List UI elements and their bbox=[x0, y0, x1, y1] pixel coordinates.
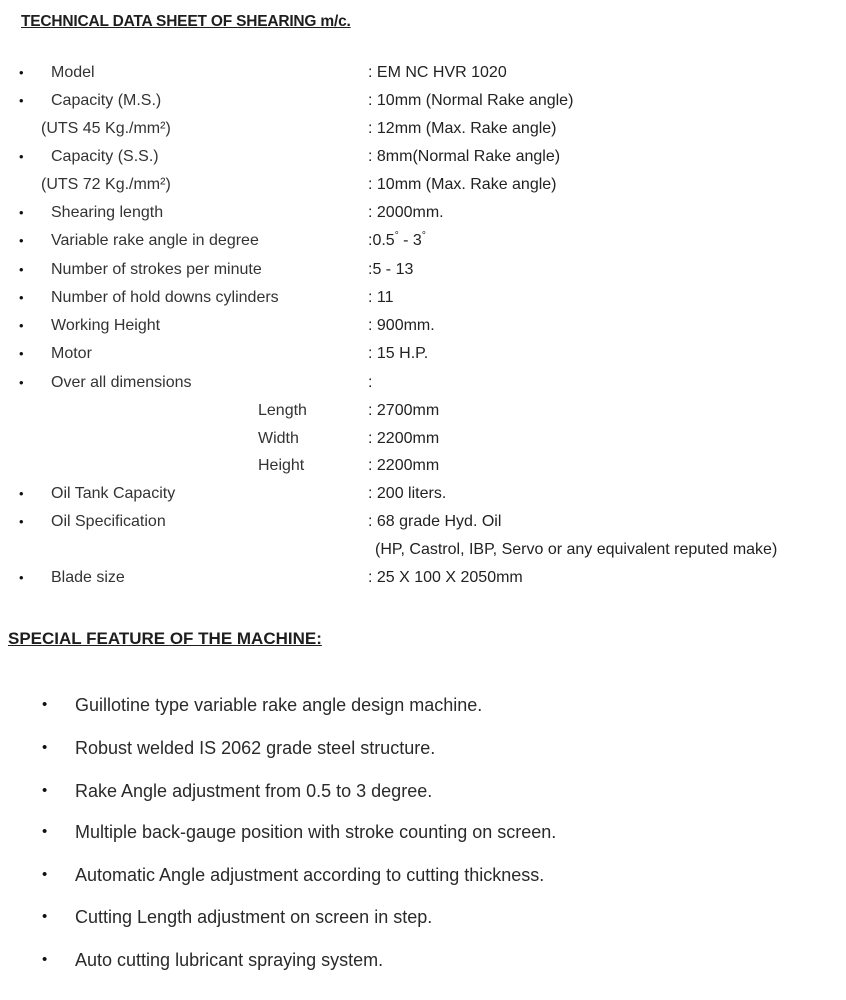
spec-label: Over all dimensions bbox=[51, 374, 192, 391]
bullet-icon: • bbox=[19, 262, 24, 277]
spec-label: Number of hold downs cylinders bbox=[51, 289, 279, 306]
spec-value: (HP, Castrol, IBP, Servo or any equivalent reputed make) bbox=[375, 541, 778, 558]
spec-label: Capacity (S.S.) bbox=[51, 148, 159, 165]
spec-label: Capacity (M.S.) bbox=[51, 92, 162, 109]
spec-label: Variable rake angle in degree bbox=[51, 232, 259, 249]
spec-value bbox=[368, 229, 426, 253]
bullet-icon: • bbox=[19, 346, 24, 361]
spec-label: Oil Specification bbox=[51, 513, 166, 530]
spec-label: (UTS 45 Kg./mm²) bbox=[41, 120, 171, 137]
spec-label: Blade size bbox=[51, 569, 125, 586]
spec-label: Motor bbox=[51, 345, 92, 362]
spec-value: : bbox=[368, 374, 373, 391]
feature-text: Auto cutting lubricant spraying system. bbox=[75, 950, 384, 970]
bullet-icon: • bbox=[42, 696, 48, 713]
bullet-icon: • bbox=[19, 93, 24, 108]
feature-text: Robust welded IS 2062 grade steel structure. bbox=[75, 738, 436, 758]
spec-value: :5 - 13 bbox=[368, 261, 414, 278]
spec-value: : 2000mm. bbox=[368, 204, 444, 221]
spec-value: : 10mm (Max. Rake angle) bbox=[368, 176, 557, 193]
spec-label: Model bbox=[51, 64, 95, 81]
bullet-icon: • bbox=[42, 782, 48, 799]
bullet-icon: • bbox=[19, 514, 24, 529]
spec-label: Working Height bbox=[51, 317, 161, 334]
feature-text: Rake Angle adjustment from 0.5 to 3 degree. bbox=[75, 781, 433, 801]
spec-value: : 2700mm bbox=[368, 402, 440, 419]
spec-value: : 68 grade Hyd. Oil bbox=[368, 513, 502, 530]
feature-text: Multiple back-gauge position with stroke counting on screen. bbox=[75, 822, 557, 842]
spec-label: Width bbox=[258, 430, 299, 447]
spec-label: Number of strokes per minute bbox=[51, 261, 262, 278]
spec-value: : 10mm (Normal Rake angle) bbox=[368, 92, 574, 109]
spec-value: : 900mm. bbox=[368, 317, 435, 334]
spec-value: : 200 liters. bbox=[368, 485, 447, 502]
bullet-icon: • bbox=[19, 149, 24, 164]
bullet-icon: • bbox=[42, 951, 48, 968]
rake-min: :0.5 bbox=[368, 232, 395, 249]
feature-text: Cutting Length adjustment on screen in step. bbox=[75, 907, 433, 927]
bullet-icon: • bbox=[42, 866, 48, 883]
bullet-icon: • bbox=[19, 486, 24, 501]
spec-label: Shearing length bbox=[51, 204, 164, 221]
bullet-icon: • bbox=[19, 318, 24, 333]
feature-text: Automatic Angle adjustment according to cutting thickness. bbox=[75, 865, 545, 885]
rake-max: - 3 bbox=[398, 232, 422, 249]
spec-value: : 25 X 100 X 2050mm bbox=[368, 569, 523, 586]
bullet-icon: • bbox=[19, 375, 24, 390]
degree-symbol: ° bbox=[421, 230, 426, 242]
bullet-icon: • bbox=[42, 823, 48, 840]
bullet-icon: • bbox=[42, 739, 48, 756]
bullet-icon: • bbox=[19, 233, 24, 248]
spec-value: : 15 H.P. bbox=[368, 345, 429, 362]
bullet-icon: • bbox=[19, 570, 24, 585]
spec-label: (UTS 72 Kg./mm²) bbox=[41, 176, 171, 193]
spec-value: : 2200mm bbox=[368, 457, 440, 474]
spec-value: : 12mm (Max. Rake angle) bbox=[368, 120, 557, 137]
degree-symbol: ° bbox=[394, 230, 399, 242]
document-title: TECHNICAL DATA SHEET OF SHEARING m/c. bbox=[21, 13, 351, 30]
spec-value: : 2200mm bbox=[368, 430, 440, 447]
feature-text: Guillotine type variable rake angle design machine. bbox=[75, 695, 483, 715]
spec-value: : 8mm(Normal Rake angle) bbox=[368, 148, 561, 165]
bullet-icon: • bbox=[19, 290, 24, 305]
spec-label: Height bbox=[258, 457, 305, 474]
bullet-icon: • bbox=[19, 205, 24, 220]
spec-label: Length bbox=[258, 402, 307, 419]
bullet-icon: • bbox=[42, 908, 48, 925]
spec-value: : EM NC HVR 1020 bbox=[368, 64, 507, 81]
spec-label: Oil Tank Capacity bbox=[51, 485, 176, 502]
bullet-icon: • bbox=[19, 65, 24, 80]
features-heading: SPECIAL FEATURE OF THE MACHINE: bbox=[8, 629, 322, 648]
spec-value: : 11 bbox=[368, 289, 394, 306]
